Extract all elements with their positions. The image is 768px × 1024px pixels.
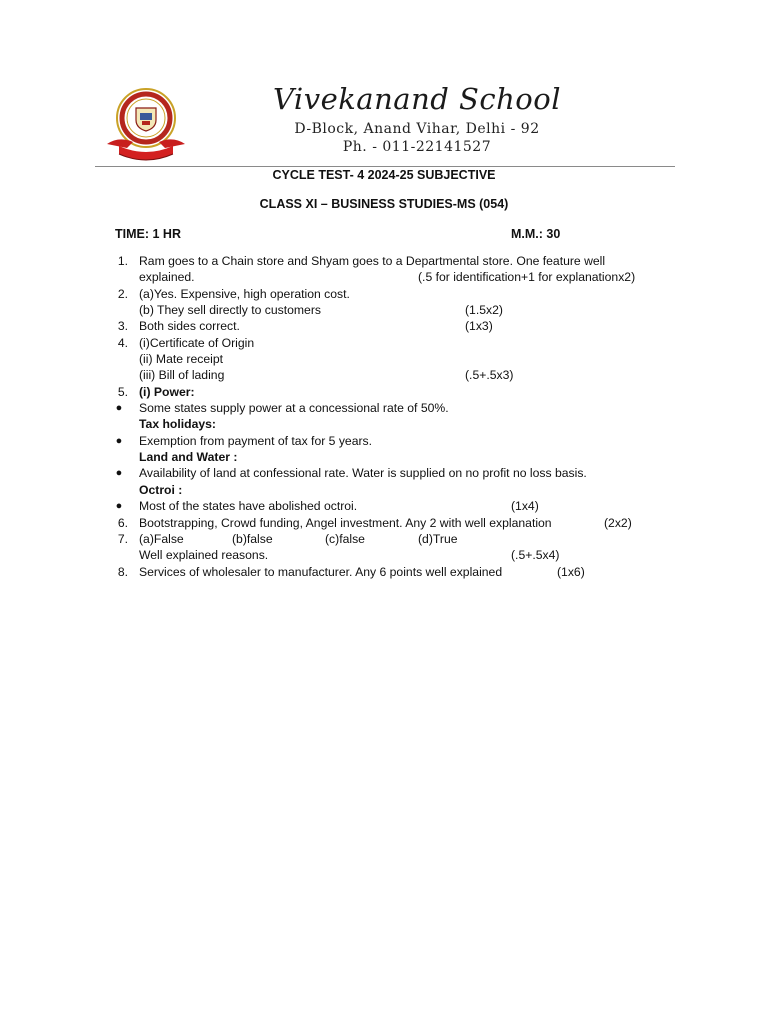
marks-allocation: (1.5x2) xyxy=(465,303,503,317)
school-name: Vivekanand School xyxy=(272,82,562,116)
answer-text: Ram goes to a Chain store and Shyam goes to a Departmental store. One feature well xyxy=(139,254,606,268)
answer-number: 7. xyxy=(117,532,128,546)
answer-number: 8. xyxy=(117,565,128,579)
answer-text: Services of wholesaler to manufacturer. Any 6 points well explained xyxy=(139,565,503,579)
bullet-icon: ● xyxy=(115,402,123,414)
answer-text: explained. xyxy=(139,270,195,284)
answer-number: 6. xyxy=(117,516,128,530)
marks-allocation: (.5+.5x3) xyxy=(465,368,514,382)
marks-allocation: (1x4) xyxy=(511,499,539,513)
bullet-icon: ● xyxy=(115,467,123,479)
school-address: D-Block, Anand Vihar, Delhi - 92 xyxy=(294,121,540,137)
answer-subheading: (i) Power: xyxy=(139,385,195,399)
answer-number: 4. xyxy=(117,336,128,350)
marks-allocation: (.5 for identification+1 for explanationx2) xyxy=(418,270,636,284)
marks-allocation: (2x2) xyxy=(604,516,632,530)
answer-subheading: Octroi : xyxy=(139,483,183,497)
answer-part-b: (b)false xyxy=(232,532,273,546)
answer-subheading: Land and Water : xyxy=(139,450,238,464)
answer-part-c: (c)false xyxy=(325,532,365,546)
answer-text: Most of the states have abolished octroi. xyxy=(139,499,358,513)
answer-part-d: (d)True xyxy=(418,532,458,546)
school-logo xyxy=(105,84,187,164)
answer-text: (b) They sell directly to customers xyxy=(139,303,321,317)
answer-text: (ii) Mate receipt xyxy=(139,352,223,366)
answer-text: (i)Certificate of Origin xyxy=(139,336,255,350)
answer-number: 2. xyxy=(117,287,128,301)
answer-number: 1. xyxy=(117,254,128,268)
answer-text: Bootstrapping, Crowd funding, Angel investment. Any 2 with well explanation xyxy=(139,516,552,530)
class-subject-title: CLASS XI – BUSINESS STUDIES-MS (054) xyxy=(259,197,509,211)
header-divider xyxy=(95,166,675,167)
answer-subheading: Tax holidays: xyxy=(139,417,216,431)
marks-allocation: (1x6) xyxy=(557,565,585,579)
answer-text: Well explained reasons. xyxy=(139,548,269,562)
bullet-icon: ● xyxy=(115,500,123,512)
answer-text: Both sides correct. xyxy=(139,319,240,333)
answer-text: Exemption from payment of tax for 5 years. xyxy=(139,434,373,448)
test-title: CYCLE TEST- 4 2024-25 SUBJECTIVE xyxy=(272,168,496,182)
time-allowed: TIME: 1 HR xyxy=(115,227,181,241)
answer-part-a: (a)False xyxy=(139,532,184,546)
marks-allocation: (1x3) xyxy=(465,319,493,333)
answer-text: (iii) Bill of lading xyxy=(139,368,225,382)
school-letterhead xyxy=(95,80,675,166)
school-phone: Ph. - 011-22141527 xyxy=(342,139,492,155)
answer-text: (a)Yes. Expensive, high operation cost. xyxy=(139,287,350,301)
marks-allocation: (.5+.5x4) xyxy=(511,548,560,562)
answer-number: 5. xyxy=(117,385,128,399)
answer-text: Availability of land at confessional rate. Water is supplied on no profit no loss basis. xyxy=(139,466,587,480)
school-address-block xyxy=(257,120,577,156)
maximum-marks: M.M.: 30 xyxy=(511,227,561,241)
answer-number: 3. xyxy=(117,319,128,333)
bullet-icon: ● xyxy=(115,435,123,447)
answer-text: Some states supply power at a concessional rate of 50%. xyxy=(139,401,449,415)
